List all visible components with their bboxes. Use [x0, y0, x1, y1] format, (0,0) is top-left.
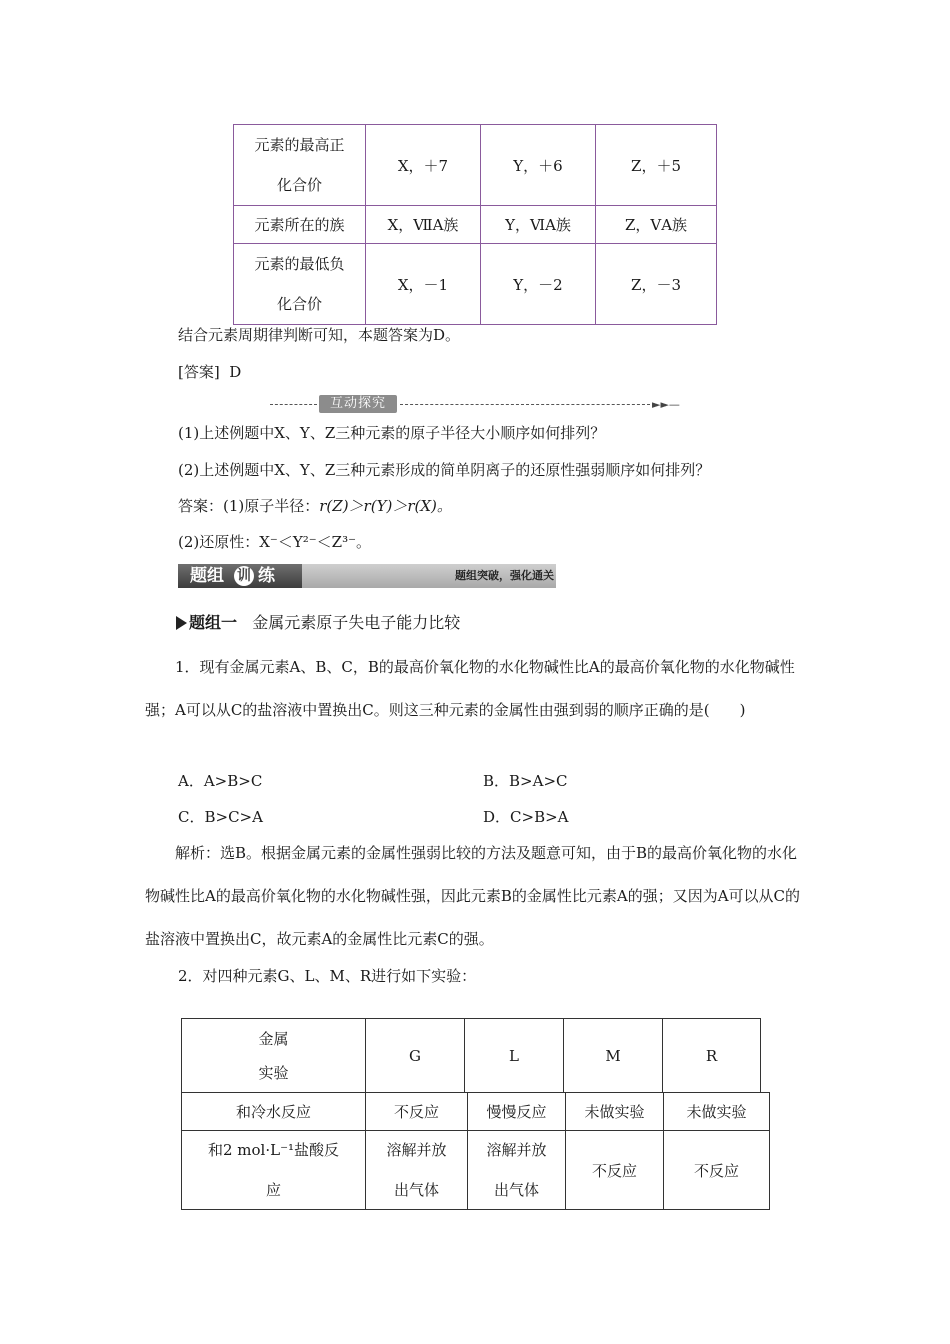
cell-x-lowest: X，－1 — [366, 244, 481, 325]
q2-stem: 2．对四种元素G、L、M、R进行如下实验： — [178, 967, 477, 985]
hcl-r: 不反应 — [663, 1130, 770, 1210]
explore-answer-1: 答案：(1)原子半径：r(Z)＞r(Y)＞r(X)。 — [178, 497, 452, 515]
metal-header-r: R — [662, 1018, 761, 1093]
row-label-group: 元素所在的族 — [234, 206, 366, 244]
cold-water-m: 未做实验 — [565, 1092, 664, 1131]
cell-z-lowest: Z，－3 — [596, 244, 717, 325]
cell-y-lowest: Y，－2 — [481, 244, 596, 325]
cell-x-highest: X，＋7 — [366, 125, 481, 206]
answer-value: D — [229, 363, 242, 381]
q1-option-d: D．C>B>A — [483, 808, 569, 826]
row-label-lowest-negative: 元素的最低负 化合价 — [234, 244, 366, 325]
metal-header-m: M — [563, 1018, 663, 1093]
cell-z-group: Z，ⅤA族 — [596, 206, 717, 244]
table-corner: 金属 实验 — [181, 1018, 366, 1093]
explore-tag: 互动探究 — [319, 395, 397, 413]
cold-water-r: 未做实验 — [663, 1092, 770, 1131]
explore-answer-2: (2)还原性：X⁻＜Y²⁻＜Z³⁻。 — [178, 533, 372, 551]
conclusion-text: 结合元素周期律判断可知，本题答案为D。 — [178, 326, 461, 344]
training-banner-title: 题组 训 练 — [178, 564, 302, 588]
xun-circle-icon: 训 — [234, 566, 254, 586]
row-label-hcl: 和2 mol·L⁻¹盐酸反 应 — [181, 1130, 366, 1210]
cell-y-group: Y，ⅥA族 — [481, 206, 596, 244]
valence-table — [233, 124, 717, 325]
q1-option-b: B．B>A>C — [483, 772, 568, 790]
cold-water-g: 不反应 — [365, 1092, 468, 1131]
row-label-highest-positive: 元素的最高正 化合价 — [234, 125, 366, 206]
hcl-m: 不反应 — [565, 1130, 664, 1210]
cell-y-highest: Y，＋6 — [481, 125, 596, 206]
answer-line — [178, 361, 241, 382]
explore-divider-left — [270, 404, 317, 405]
cell-x-group: X，ⅦA族 — [366, 206, 481, 244]
row-label-cold-water: 和冷水反应 — [181, 1092, 366, 1131]
metal-header-g: G — [365, 1018, 465, 1093]
metal-header-l: L — [464, 1018, 564, 1093]
explore-question-1: (1)上述例题中X、Y、Z三种元素的原子半径大小顺序如何排列？ — [178, 424, 606, 442]
group1-heading: 题组一 金属元素原子失电子能力比较 — [176, 610, 460, 633]
q1-stem: 1．现有金属元素A、B、C，B的最高价氧化物的水化物碱性比A的最高价氧化物的水化物碱性强；A可以从C的盐溶液中置换出C。则这三种元素的金属性由强到弱的顺序正确的是( ) — [145, 658, 795, 719]
hcl-g: 溶解并放 出气体 — [365, 1130, 468, 1210]
cell-z-highest: Z，＋5 — [596, 125, 717, 206]
cold-water-l: 慢慢反应 — [467, 1092, 566, 1131]
hcl-l: 溶解并放 出气体 — [467, 1130, 566, 1210]
q1-option-a: A．A>B>C — [178, 772, 263, 790]
explore-question-2: (2)上述例题中X、Y、Z三种元素形成的简单阴离子的还原性强弱顺序如何排列？ — [178, 461, 711, 479]
q1-analysis: 解析：选B。根据金属元素的金属性强弱比较的方法及题意可知，由于B的最高价氧化物的水化物碱性比A的最高价氧化物的水化物碱性强，因此元素B的金属性比元素A的强；又因为A可以从C的盐溶液中置换出C，故元素A的金属性比元素C的强。 — [145, 844, 801, 948]
play-triangle-icon — [176, 616, 187, 630]
q1-option-c: C．B>C>A — [178, 808, 263, 826]
explore-divider-right — [400, 404, 650, 405]
answer-label: [答案] — [178, 363, 220, 381]
double-arrow-icon: ►►— — [652, 398, 680, 411]
training-banner-subtitle: 题组突破，强化通关 — [455, 569, 554, 582]
